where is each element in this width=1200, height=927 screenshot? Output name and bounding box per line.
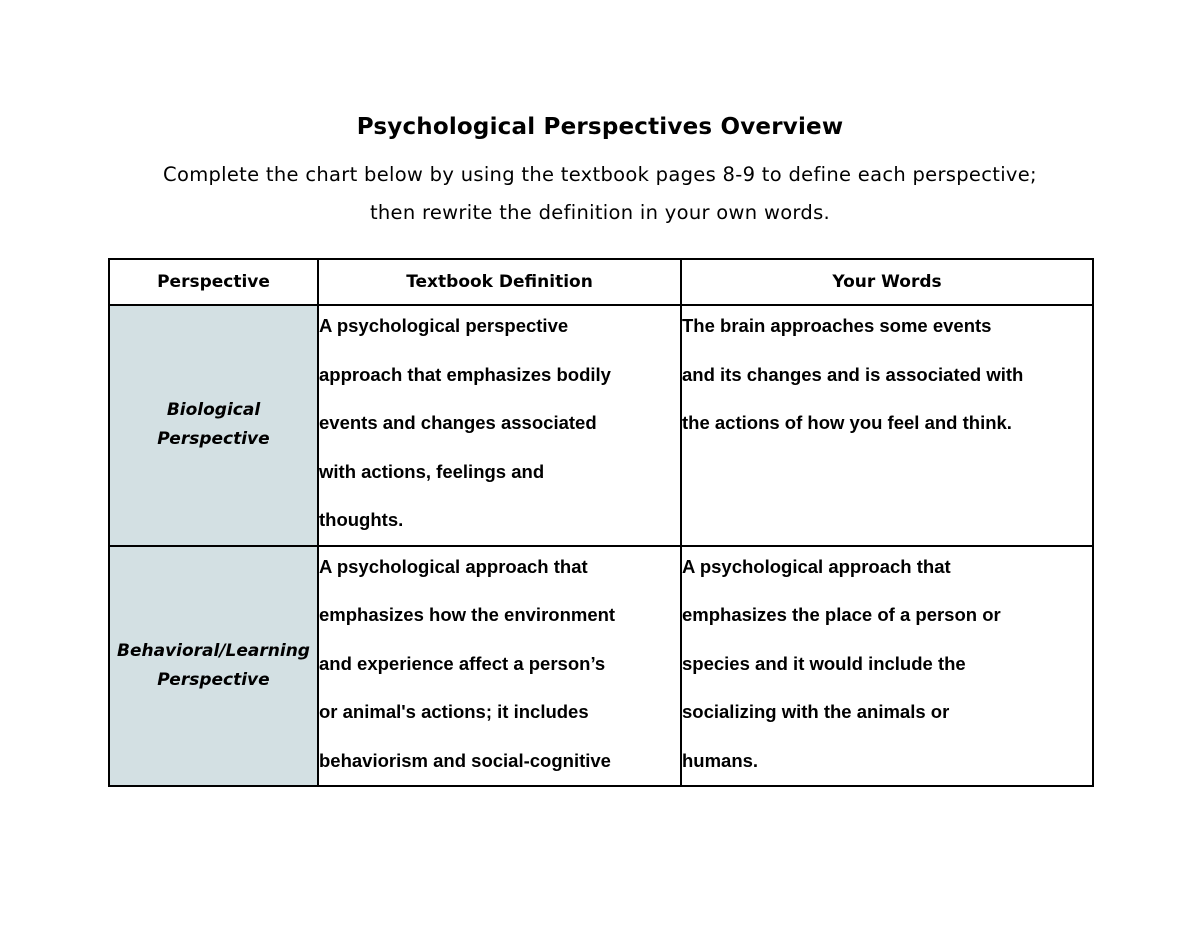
your-words-text: The brain approaches some events and its changes and is associated with the actions of how you feel and think. — [682, 315, 1024, 433]
definition-cell — [318, 305, 681, 546]
header-your-words: Your Words — [681, 259, 1093, 305]
instructions — [60, 156, 1140, 232]
perspective-suffix: Perspective — [157, 669, 270, 690]
definition-cell — [318, 546, 681, 787]
table-row — [109, 546, 1093, 787]
instructions-line-1: Complete the chart below by using the textbook pages 8-9 to define each perspective; — [163, 163, 1037, 186]
perspective-name: Behavioral/Learning — [117, 640, 310, 661]
perspective-cell — [109, 546, 318, 787]
header-textbook-definition: Textbook Definition — [318, 259, 681, 305]
perspective-name: Biological — [166, 400, 261, 421]
page-title: Psychological Perspectives Overview — [356, 114, 844, 140]
perspective-suffix: Perspective — [157, 429, 270, 450]
your-words-text: A psychological approach that emphasizes the place of a person or species and it would include the socializing with the animals or humans. — [682, 555, 1001, 771]
your-words-cell — [681, 546, 1093, 787]
definition-text: A psychological approach that emphasizes how the environment and experience affect a person’s or animal's actions; it includes behaviorism and social-cognitive — [319, 555, 616, 771]
table-row — [109, 305, 1093, 546]
perspectives-table — [108, 258, 1094, 787]
perspective-cell — [109, 305, 318, 546]
your-words-cell — [681, 305, 1093, 546]
table-header-row — [109, 259, 1093, 305]
definition-text: A psychological perspective approach that emphasizes bodily events and changes associated with actions, feelings and thoughts. — [319, 315, 611, 530]
header-perspective: Perspective — [109, 259, 318, 305]
instructions-line-2: then rewrite the definition in your own words. — [369, 201, 831, 224]
